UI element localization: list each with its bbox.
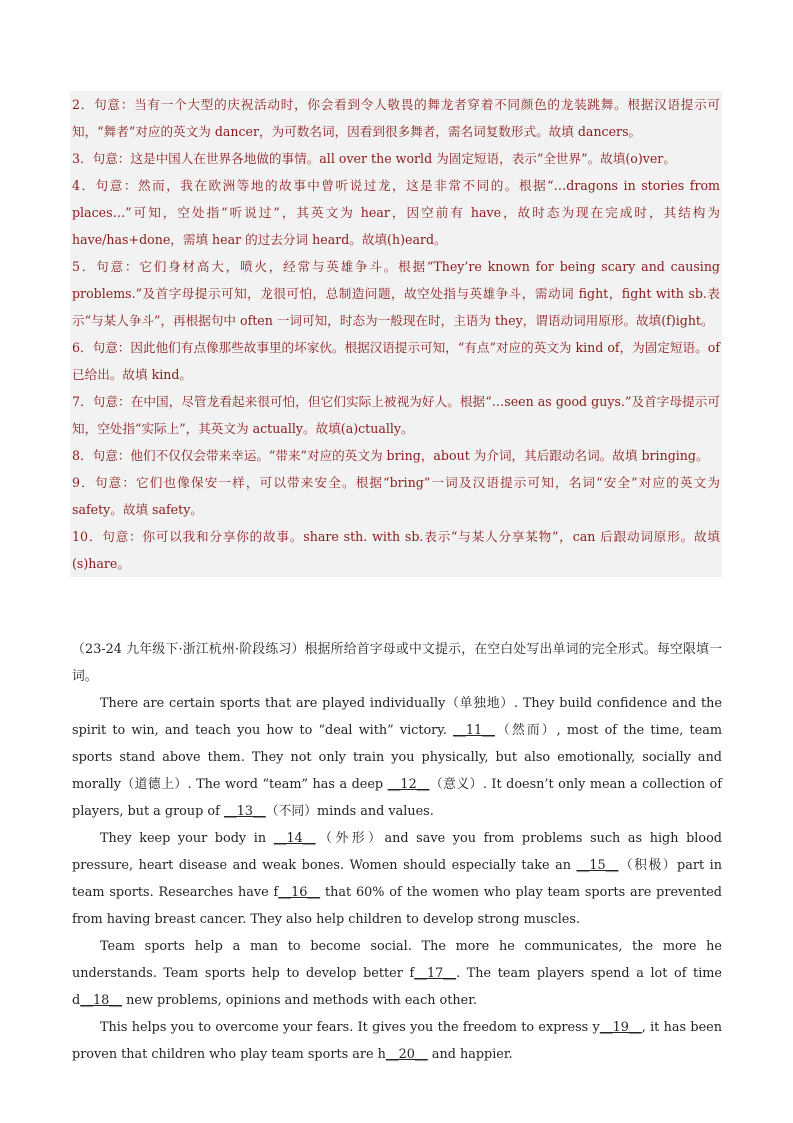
answer-4: 4．句意：然而，我在欧洲等地的故事中曾听说过龙，这是非常不同的。根据“…dragons in stories from places…”可知，空处指“听说过”，其英文为 hear，因空前有 have，故时态为现在完成时，其结构为 have/has+done，需填 hear 的过去分词 heard。故填(h)eard。 (72, 178, 720, 247)
blank-15[interactable]: __15__ (576, 858, 619, 873)
blank-17[interactable]: __17__ (414, 966, 457, 981)
blank-11[interactable]: __11__ (453, 723, 495, 738)
answer-5: 5．句意：它们身材高大，喷火，经常与英雄争斗。根据“They’re known for being scary and causing problems.”及首字母提示可知，龙很可怕，总制造问题，故空处指与英雄争斗，需动词 fight，fight with sb.表示“与某人争斗”，再根据句中 often 一词可知，时态为一般现在时，主语为 they，谓语动词用原形。故填(f)ight。 (72, 259, 720, 328)
answer-explanations (70, 91, 722, 577)
blank-14[interactable]: __14__ (273, 831, 316, 846)
blank-13[interactable]: __13__ (223, 804, 266, 819)
answer-10: 10．句意：你可以我和分享你的故事。share sth. with sb.表示“与某人分享某物”，can 后跟动词原形。故填(s)hare。 (72, 529, 720, 571)
blank-16[interactable]: __16__ (278, 885, 321, 900)
answer-7: 7．句意：在中国，尽管龙看起来很可怕，但它们实际上被视为好人。根据“…seen as good guys.”及首字母提示可知，空处指“实际上”，其英文为 actually。故填(a)ctually。 (72, 394, 720, 436)
blank-18[interactable]: __18__ (80, 993, 123, 1008)
blank-19[interactable]: __19__ (599, 1020, 642, 1035)
blank-12[interactable]: __12__ (387, 777, 430, 792)
passage-paragraph-4: This helps you to overcome your fears. It gives you the freedom to express y__19__, it has been proven that children who play team sports are h__20__ and happier. (72, 1020, 722, 1062)
exercise-section (72, 636, 722, 1068)
answer-8: 8．句意：他们不仅仅会带来幸运。“带来”对应的英文为 bring，about 为介词，其后跟动名词。故填 bringing。 (72, 448, 709, 463)
answer-9: 9．句意：它们也像保安一样，可以带来安全。根据“bring”一词及汉语提示可知，名词“安全”对应的英文为 safety。故填 safety。 (72, 475, 720, 517)
passage-paragraph-2: They keep your body in __14__（外形）and save you from problems such as high blood pressure, heart disease and weak bones. Women should especially take an __15__（积极）part in team sports. Researches have f__16__ that 60% of the women who play team sports are prevented from having breast cancer. They also help children to develop strong muscles. (72, 831, 723, 927)
exercise-instructions: （23-24 九年级下·浙江杭州·阶段练习）根据所给首字母或中文提示，在空白处写出单词的完全形式。每空限填一词。 (72, 642, 722, 684)
passage-paragraph-3: Team sports help a man to become social. The more he communicates, the more he understands. Team sports help to develop better f__17__. The team players spend a lot of time d__18__ new problems, opinions and methods with each other. (72, 939, 722, 1008)
passage-paragraph-1: There are certain sports that are played individually（单独地）. They build confidence and the spirit to win, and teach you how to “deal with” victory. __11__（然而）, most of the time, team sports stand above them. They not only train you physically, but also emotionally, socially and morally（道德上）. The word “team” has a deep __12__（意义）. It doesn’t only mean a collection of players, but a group of __13__（不同）minds and values. (72, 696, 723, 819)
blank-20[interactable]: __20__ (385, 1047, 428, 1062)
answer-3: 3．句意：这是中国人在世界各地做的事情。all over the world 为固定短语，表示“全世界”。故填(o)ver。 (72, 151, 676, 166)
answer-2: 2．句意：当有一个大型的庆祝活动时，你会看到令人敬畏的舞龙者穿着不同颜色的龙装跳舞。根据汉语提示可知，“舞者”对应的英文为 dancer，为可数名词，因看到很多舞者，需名词复数形式。故填 dancers。 (72, 97, 720, 139)
answer-6: 6．句意：因此他们有点像那些故事里的坏家伙。根据汉语提示可知，“有点”对应的英文为 kind of，为固定短语。of 已给出。故填 kind。 (72, 340, 720, 382)
